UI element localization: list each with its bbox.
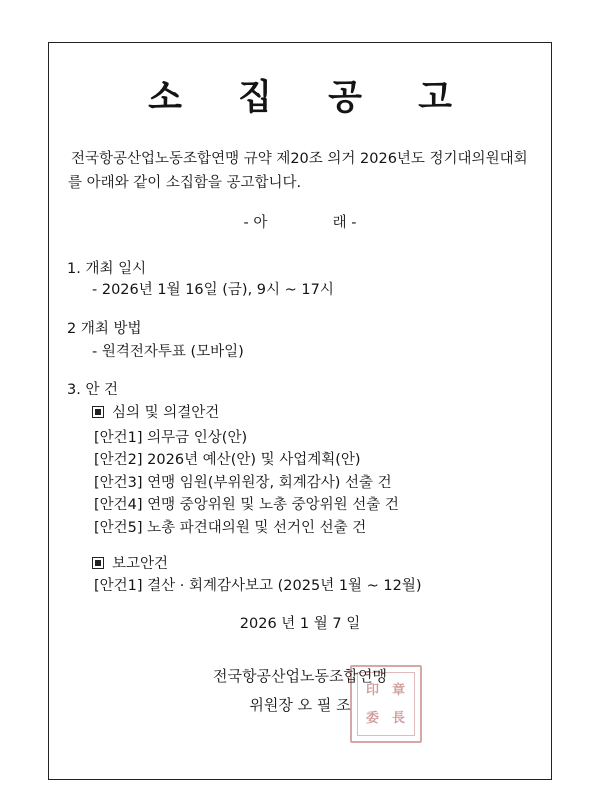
agenda-item: [안건4] 연맹 중앙위원 및 노총 중앙위원 선출 건 <box>94 497 399 513</box>
group1-heading <box>92 401 219 422</box>
group2-label: 보고안건 <box>112 556 169 572</box>
agenda-item: [안건3] 연맹 임원(부위원장, 회계감사) 선출 건 <box>94 475 392 491</box>
notice-mark-left: - 아 <box>243 215 268 231</box>
filled-square-in-box-icon <box>92 557 104 569</box>
intro-line-1: 전국항공산업노동조합연맹 규약 제20조 의거 2026년도 정기대의원대회 <box>71 151 528 167</box>
chairperson-signature: 위원장 오 필 조 <box>249 696 351 714</box>
section3-heading: 3. 안 건 <box>67 382 119 398</box>
section1-detail: - 2026년 1월 16일 (금), 9시 ~ 17시 <box>92 282 334 298</box>
report-item: [안건1] 결산 · 회계감사보고 (2025년 1월 ~ 12월) <box>94 578 422 594</box>
organization-name: 전국항공산업노동조합연맹 <box>213 667 387 685</box>
notice-mark <box>0 211 600 232</box>
section2-detail: - 원격전자투표 (모바일) <box>92 344 244 360</box>
agenda-item: [안건1] 의무금 인상(안) <box>94 430 248 446</box>
announcement-date: 2026 년 1 월 7 일 <box>239 616 361 632</box>
document-title: 소 집 공 고 <box>148 78 474 118</box>
agenda-item: [안건2] 2026년 예산(안) 및 사업계획(안) <box>94 452 361 468</box>
agenda-item: [안건5] 노총 파견대의원 및 선거인 선출 건 <box>94 520 367 536</box>
section1-heading: 1. 개최 일시 <box>67 261 147 277</box>
notice-mark-right: 래 - <box>332 215 357 231</box>
filled-square-in-box-icon <box>92 406 104 418</box>
section2-heading: 2 개최 방법 <box>67 321 142 337</box>
group2-heading <box>92 552 168 573</box>
official-seal-stamp: 印 章 委 長 <box>350 665 422 743</box>
group1-label: 심의 및 의결안건 <box>112 405 220 421</box>
intro-line-2: 를 아래와 같이 소집함을 공고합니다. <box>68 175 302 191</box>
